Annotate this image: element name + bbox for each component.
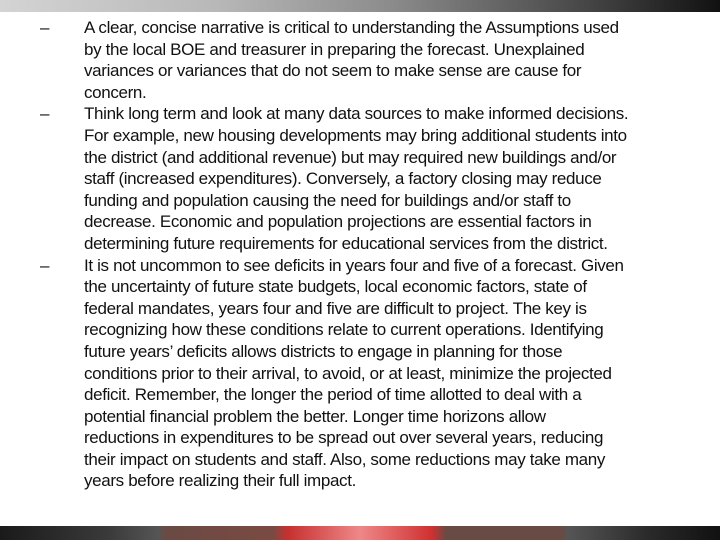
bullet-item <box>40 17 710 103</box>
bullet-text-line: determining future requirements for educational services from the district. <box>84 233 608 253</box>
bullet-text-line: the uncertainty of future state budgets, local economic factors, state of <box>84 277 587 297</box>
bullet-text-line: years before realizing their full impact. <box>84 471 356 491</box>
bullet-text-line: A clear, concise narrative is critical to understanding the Assumptions used <box>84 18 619 37</box>
slide-content <box>40 17 710 492</box>
bullet-text-line: future years’ deficits allows districts to engage in planning for those <box>84 341 563 361</box>
dash-marker: – <box>40 18 50 37</box>
bullet-text-line: the district (and additional revenue) but may required new buildings and/or <box>84 147 617 167</box>
bullet-text-line: concern. <box>84 82 147 102</box>
bullet-text-line: funding and population causing the need for buildings and/or staff to <box>84 190 571 210</box>
bullet-text-line: variances or variances that do not seem to make sense are cause for <box>84 61 582 81</box>
bullet-text-line: recognizing how these conditions relate to current operations. Identifying <box>84 320 604 340</box>
dash-marker: – <box>40 255 50 275</box>
bullet-text-line: decrease. Economic and population projections are essential factors in <box>84 212 592 232</box>
bullet-text-line: It is not uncommon to see deficits in years four and five of a forecast. Given <box>84 255 624 275</box>
bottom-decorative-bar <box>0 526 720 540</box>
bullet-text-line: deficit. Remember, the longer the period of time allotted to deal with a <box>84 385 582 405</box>
bullet-text-line: reductions in expenditures to be spread out over several years, reducing <box>84 428 604 448</box>
bullet-text-line: staff (increased expenditures). Conversely, a factory closing may reduce <box>84 169 602 189</box>
bullet-text-line: by the local BOE and treasurer in preparing the forecast. Unexplained <box>84 39 585 59</box>
bullet-text-line: For example, new housing developments may bring additional students into <box>84 125 627 145</box>
bullet-item <box>40 255 710 493</box>
bullet-text-line: Think long term and look at many data sources to make informed decisions. <box>84 104 629 124</box>
top-decorative-bar <box>0 0 720 12</box>
bullet-text-line: federal mandates, years four and five are difficult to project. The key is <box>84 298 587 318</box>
bullet-text-line: conditions prior to their arrival, to avoid, or at least, minimize the projected <box>84 363 612 383</box>
bullet-item <box>40 103 710 254</box>
bullet-text-line: their impact on students and staff. Also, some reductions may take many <box>84 449 606 469</box>
dash-marker: – <box>40 104 50 124</box>
bullet-text-line: potential financial problem the better. Longer time horizons allow <box>84 406 546 426</box>
